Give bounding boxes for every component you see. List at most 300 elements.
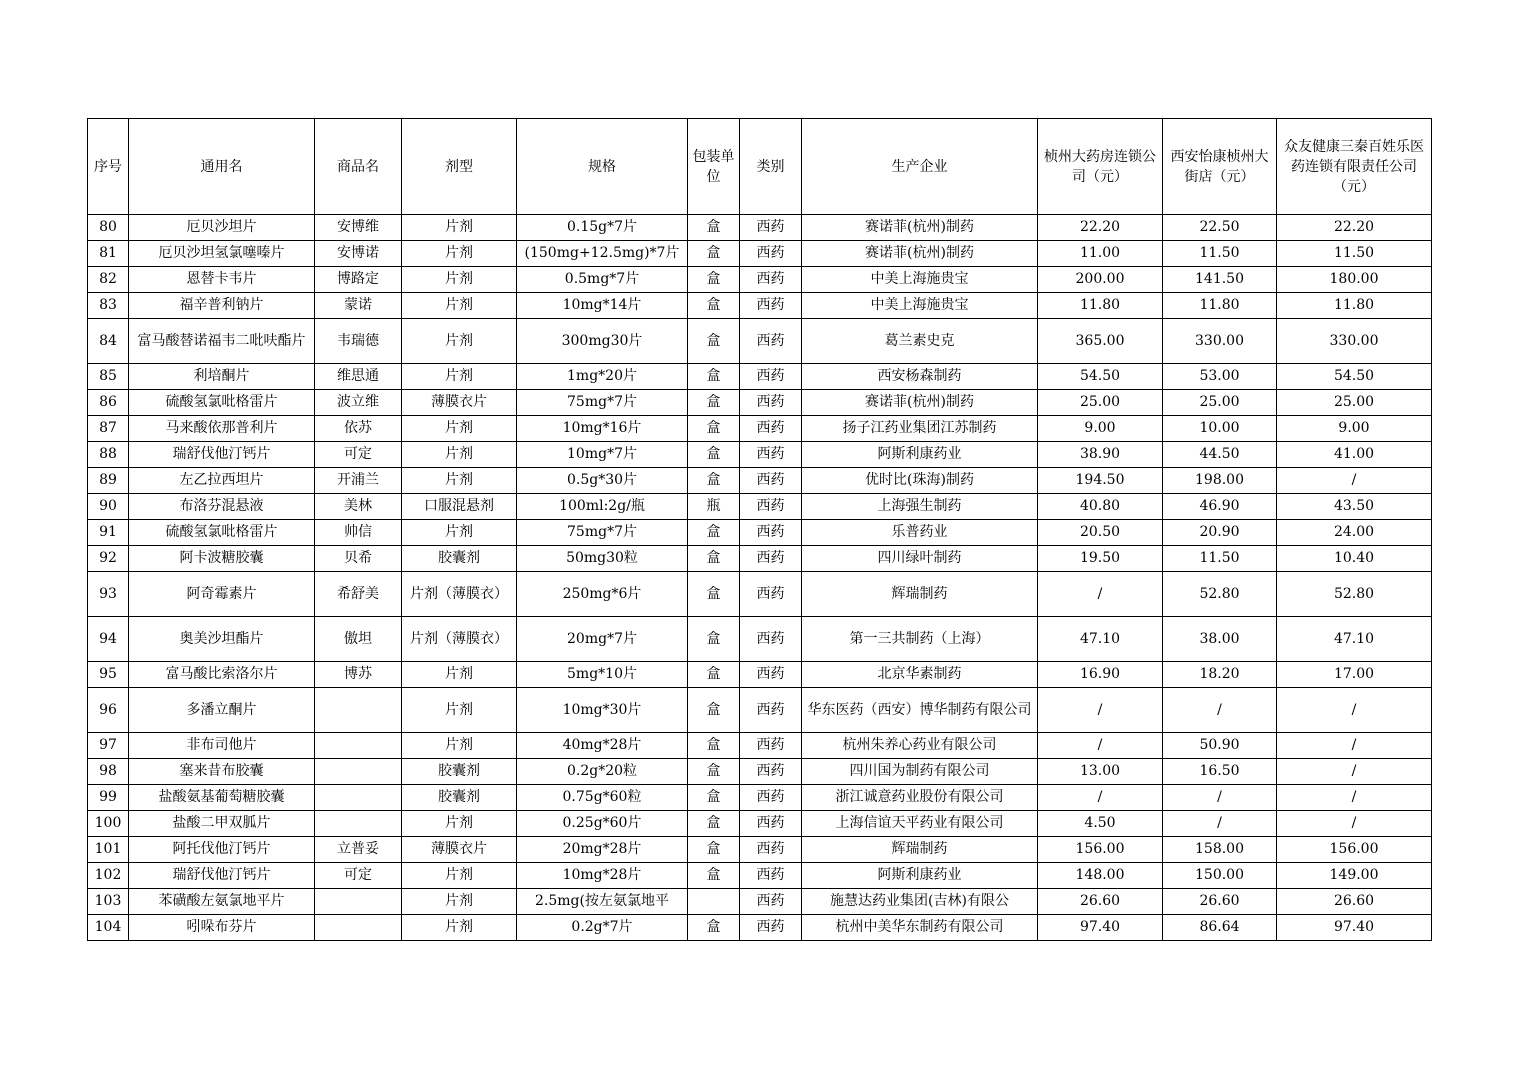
- table-row: [88, 617, 1432, 662]
- cell-seq: 90: [88, 494, 129, 520]
- cell-manufacturer: 乐普药业: [802, 520, 1038, 546]
- header-price-store-1: 桢州大药房连锁公司（元）: [1038, 119, 1163, 215]
- cell-dosage-form: 片剂: [402, 811, 517, 837]
- cell-brand-name: 开浦兰: [315, 468, 402, 494]
- cell-price-store-3: 330.00: [1277, 319, 1432, 364]
- cell-dosage-form: 片剂: [402, 364, 517, 390]
- cell-seq: 89: [88, 468, 129, 494]
- cell-price-store-1: 47.10: [1038, 617, 1163, 662]
- cell-spec: 0.2g*7片: [517, 915, 688, 941]
- cell-category: 西药: [740, 215, 802, 241]
- cell-pack-unit: 盒: [688, 759, 740, 785]
- table-row: [88, 889, 1432, 915]
- cell-generic-name: 多潘立酮片: [129, 688, 315, 733]
- cell-seq: 83: [88, 293, 129, 319]
- cell-category: 西药: [740, 241, 802, 267]
- cell-category: 西药: [740, 442, 802, 468]
- cell-price-store-3: 97.40: [1277, 915, 1432, 941]
- cell-seq: 81: [88, 241, 129, 267]
- cell-brand-name: 韦瑞德: [315, 319, 402, 364]
- header-generic-name: 通用名: [129, 119, 315, 215]
- cell-manufacturer: 葛兰素史克: [802, 319, 1038, 364]
- cell-seq: 82: [88, 267, 129, 293]
- cell-manufacturer: 施慧达药业集团(吉林)有限公: [802, 889, 1038, 915]
- cell-spec: 0.5g*30片: [517, 468, 688, 494]
- cell-price-store-2: 150.00: [1163, 863, 1277, 889]
- cell-dosage-form: 片剂: [402, 468, 517, 494]
- table-row: [88, 215, 1432, 241]
- cell-brand-name: [315, 688, 402, 733]
- table-row: [88, 267, 1432, 293]
- cell-brand-name: 立普妥: [315, 837, 402, 863]
- cell-category: 西药: [740, 617, 802, 662]
- table-row: [88, 811, 1432, 837]
- cell-manufacturer: 中美上海施贵宝: [802, 293, 1038, 319]
- cell-dosage-form: 片剂: [402, 416, 517, 442]
- cell-pack-unit: 盒: [688, 811, 740, 837]
- cell-price-store-1: 16.90: [1038, 662, 1163, 688]
- cell-price-store-1: 9.00: [1038, 416, 1163, 442]
- cell-brand-name: 博路定: [315, 267, 402, 293]
- cell-spec: 1mg*20片: [517, 364, 688, 390]
- cell-spec: 2.5mg(按左氨氯地平: [517, 889, 688, 915]
- cell-manufacturer: 第一三共制药（上海）: [802, 617, 1038, 662]
- cell-manufacturer: 浙江诚意药业股份有限公司: [802, 785, 1038, 811]
- cell-seq: 98: [88, 759, 129, 785]
- cell-spec: 5mg*10片: [517, 662, 688, 688]
- table-row: [88, 915, 1432, 941]
- header-pack-unit: 包装单位: [688, 119, 740, 215]
- cell-manufacturer: 上海强生制药: [802, 494, 1038, 520]
- cell-seq: 91: [88, 520, 129, 546]
- cell-brand-name: 安博维: [315, 215, 402, 241]
- cell-price-store-2: /: [1163, 785, 1277, 811]
- cell-pack-unit: 盒: [688, 267, 740, 293]
- cell-price-store-2: 18.20: [1163, 662, 1277, 688]
- cell-category: 西药: [740, 390, 802, 416]
- cell-dosage-form: 片剂: [402, 442, 517, 468]
- cell-manufacturer: 北京华素制药: [802, 662, 1038, 688]
- cell-manufacturer: 上海信谊天平药业有限公司: [802, 811, 1038, 837]
- cell-pack-unit: 盒: [688, 688, 740, 733]
- cell-category: 西药: [740, 319, 802, 364]
- cell-pack-unit: 盒: [688, 785, 740, 811]
- cell-pack-unit: 盒: [688, 364, 740, 390]
- cell-price-store-2: 25.00: [1163, 390, 1277, 416]
- cell-brand-name: 帅信: [315, 520, 402, 546]
- table-row: [88, 863, 1432, 889]
- cell-seq: 84: [88, 319, 129, 364]
- table-row: [88, 468, 1432, 494]
- cell-dosage-form: 片剂: [402, 889, 517, 915]
- cell-category: 西药: [740, 915, 802, 941]
- cell-dosage-form: 胶囊剂: [402, 785, 517, 811]
- cell-spec: 300mg30片: [517, 319, 688, 364]
- header-brand-name: 商品名: [315, 119, 402, 215]
- cell-price-store-2: 11.50: [1163, 241, 1277, 267]
- cell-price-store-1: 25.00: [1038, 390, 1163, 416]
- table-row: [88, 520, 1432, 546]
- cell-pack-unit: 盒: [688, 319, 740, 364]
- cell-price-store-3: /: [1277, 733, 1432, 759]
- cell-pack-unit: 盒: [688, 662, 740, 688]
- cell-price-store-3: 26.60: [1277, 889, 1432, 915]
- cell-pack-unit: 盒: [688, 572, 740, 617]
- cell-price-store-3: 24.00: [1277, 520, 1432, 546]
- cell-manufacturer: 杭州中美华东制药有限公司: [802, 915, 1038, 941]
- cell-price-store-2: 26.60: [1163, 889, 1277, 915]
- table-row: [88, 494, 1432, 520]
- header-price-store-3: 众友健康三秦百姓乐医药连锁有限责任公司（元）: [1277, 119, 1432, 215]
- cell-seq: 96: [88, 688, 129, 733]
- cell-price-store-2: 38.00: [1163, 617, 1277, 662]
- cell-brand-name: [315, 785, 402, 811]
- cell-generic-name: 硫酸氢氯吡格雷片: [129, 520, 315, 546]
- cell-category: 西药: [740, 889, 802, 915]
- cell-price-store-3: 47.10: [1277, 617, 1432, 662]
- cell-spec: 40mg*28片: [517, 733, 688, 759]
- cell-category: 西药: [740, 785, 802, 811]
- cell-dosage-form: 片剂: [402, 915, 517, 941]
- cell-price-store-2: 20.90: [1163, 520, 1277, 546]
- cell-price-store-3: 43.50: [1277, 494, 1432, 520]
- cell-generic-name: 塞来昔布胶囊: [129, 759, 315, 785]
- cell-price-store-2: 50.90: [1163, 733, 1277, 759]
- table-row: [88, 364, 1432, 390]
- cell-price-store-2: 11.80: [1163, 293, 1277, 319]
- header-spec: 规格: [517, 119, 688, 215]
- cell-category: 西药: [740, 572, 802, 617]
- cell-category: 西药: [740, 863, 802, 889]
- cell-spec: 0.15g*7片: [517, 215, 688, 241]
- cell-spec: 75mg*7片: [517, 390, 688, 416]
- cell-brand-name: 维思通: [315, 364, 402, 390]
- cell-price-store-3: 17.00: [1277, 662, 1432, 688]
- cell-price-store-1: /: [1038, 785, 1163, 811]
- cell-price-store-3: /: [1277, 811, 1432, 837]
- cell-price-store-2: 330.00: [1163, 319, 1277, 364]
- cell-category: 西药: [740, 837, 802, 863]
- table-row: [88, 785, 1432, 811]
- cell-brand-name: 贝希: [315, 546, 402, 572]
- cell-category: 西药: [740, 546, 802, 572]
- cell-price-store-2: /: [1163, 811, 1277, 837]
- cell-generic-name: 厄贝沙坦片: [129, 215, 315, 241]
- cell-seq: 100: [88, 811, 129, 837]
- cell-category: 西药: [740, 688, 802, 733]
- cell-manufacturer: 辉瑞制药: [802, 572, 1038, 617]
- cell-category: 西药: [740, 520, 802, 546]
- cell-price-store-2: 53.00: [1163, 364, 1277, 390]
- cell-pack-unit: 盒: [688, 837, 740, 863]
- cell-price-store-3: 9.00: [1277, 416, 1432, 442]
- cell-spec: 0.5mg*7片: [517, 267, 688, 293]
- cell-generic-name: 富马酸比索洛尔片: [129, 662, 315, 688]
- cell-price-store-1: 54.50: [1038, 364, 1163, 390]
- cell-seq: 87: [88, 416, 129, 442]
- table-row: [88, 546, 1432, 572]
- cell-seq: 86: [88, 390, 129, 416]
- cell-dosage-form: 薄膜衣片: [402, 390, 517, 416]
- cell-brand-name: 希舒美: [315, 572, 402, 617]
- cell-category: 西药: [740, 416, 802, 442]
- cell-spec: 0.25g*60片: [517, 811, 688, 837]
- cell-pack-unit: 瓶: [688, 494, 740, 520]
- cell-seq: 92: [88, 546, 129, 572]
- cell-spec: 50mg30粒: [517, 546, 688, 572]
- cell-price-store-1: 194.50: [1038, 468, 1163, 494]
- cell-generic-name: 盐酸二甲双胍片: [129, 811, 315, 837]
- cell-pack-unit: 盒: [688, 915, 740, 941]
- cell-dosage-form: 片剂: [402, 733, 517, 759]
- cell-spec: 20mg*7片: [517, 617, 688, 662]
- cell-generic-name: 阿托伐他汀钙片: [129, 837, 315, 863]
- cell-brand-name: [315, 889, 402, 915]
- table-row: [88, 241, 1432, 267]
- table-row: [88, 319, 1432, 364]
- table-row: [88, 293, 1432, 319]
- cell-manufacturer: 杭州朱养心药业有限公司: [802, 733, 1038, 759]
- cell-manufacturer: 四川国为制药有限公司: [802, 759, 1038, 785]
- cell-dosage-form: 片剂: [402, 319, 517, 364]
- cell-brand-name: 安博诺: [315, 241, 402, 267]
- cell-price-store-3: 10.40: [1277, 546, 1432, 572]
- cell-price-store-3: 22.20: [1277, 215, 1432, 241]
- cell-spec: 10mg*28片: [517, 863, 688, 889]
- cell-dosage-form: 片剂（薄膜衣）: [402, 572, 517, 617]
- cell-pack-unit: 盒: [688, 468, 740, 494]
- cell-price-store-1: 365.00: [1038, 319, 1163, 364]
- cell-dosage-form: 片剂（薄膜衣）: [402, 617, 517, 662]
- cell-category: 西药: [740, 364, 802, 390]
- cell-price-store-3: /: [1277, 785, 1432, 811]
- table-row: [88, 688, 1432, 733]
- cell-seq: 103: [88, 889, 129, 915]
- cell-price-store-1: 200.00: [1038, 267, 1163, 293]
- cell-brand-name: 波立维: [315, 390, 402, 416]
- cell-pack-unit: 盒: [688, 442, 740, 468]
- cell-generic-name: 阿奇霉素片: [129, 572, 315, 617]
- cell-spec: 20mg*28片: [517, 837, 688, 863]
- cell-price-store-3: 54.50: [1277, 364, 1432, 390]
- cell-brand-name: 可定: [315, 863, 402, 889]
- cell-price-store-2: 22.50: [1163, 215, 1277, 241]
- cell-brand-name: [315, 759, 402, 785]
- cell-price-store-1: 13.00: [1038, 759, 1163, 785]
- cell-manufacturer: 优时比(珠海)制药: [802, 468, 1038, 494]
- cell-manufacturer: 扬子江药业集团江苏制药: [802, 416, 1038, 442]
- cell-price-store-1: 148.00: [1038, 863, 1163, 889]
- cell-price-store-1: 40.80: [1038, 494, 1163, 520]
- cell-dosage-form: 片剂: [402, 267, 517, 293]
- cell-seq: 94: [88, 617, 129, 662]
- cell-generic-name: 硫酸氢氯吡格雷片: [129, 390, 315, 416]
- cell-price-store-1: 156.00: [1038, 837, 1163, 863]
- cell-seq: 88: [88, 442, 129, 468]
- cell-price-store-3: /: [1277, 468, 1432, 494]
- cell-manufacturer: 中美上海施贵宝: [802, 267, 1038, 293]
- table-row: [88, 837, 1432, 863]
- cell-generic-name: 厄贝沙坦氢氯噻嗪片: [129, 241, 315, 267]
- cell-pack-unit: 盒: [688, 863, 740, 889]
- cell-price-store-1: 11.80: [1038, 293, 1163, 319]
- cell-spec: 100ml:2g/瓶: [517, 494, 688, 520]
- cell-generic-name: 非布司他片: [129, 733, 315, 759]
- cell-price-store-3: 11.50: [1277, 241, 1432, 267]
- cell-pack-unit: 盒: [688, 293, 740, 319]
- cell-price-store-2: /: [1163, 688, 1277, 733]
- cell-spec: 0.75g*60粒: [517, 785, 688, 811]
- cell-dosage-form: 片剂: [402, 662, 517, 688]
- cell-spec: 75mg*7片: [517, 520, 688, 546]
- cell-pack-unit: 盒: [688, 416, 740, 442]
- cell-generic-name: 奥美沙坦酯片: [129, 617, 315, 662]
- cell-spec: 10mg*30片: [517, 688, 688, 733]
- cell-generic-name: 吲哚布芬片: [129, 915, 315, 941]
- cell-pack-unit: 盒: [688, 520, 740, 546]
- cell-price-store-1: 38.90: [1038, 442, 1163, 468]
- cell-price-store-3: /: [1277, 759, 1432, 785]
- cell-generic-name: 马来酸依那普利片: [129, 416, 315, 442]
- cell-generic-name: 瑞舒伐他汀钙片: [129, 442, 315, 468]
- cell-generic-name: 布洛芬混悬液: [129, 494, 315, 520]
- cell-price-store-2: 16.50: [1163, 759, 1277, 785]
- cell-seq: 80: [88, 215, 129, 241]
- header-seq: 序号: [88, 119, 129, 215]
- cell-category: 西药: [740, 811, 802, 837]
- cell-price-store-2: 86.64: [1163, 915, 1277, 941]
- table-row: [88, 416, 1432, 442]
- cell-brand-name: [315, 733, 402, 759]
- table-row: [88, 759, 1432, 785]
- cell-price-store-1: /: [1038, 733, 1163, 759]
- cell-brand-name: 依苏: [315, 416, 402, 442]
- cell-category: 西药: [740, 733, 802, 759]
- cell-dosage-form: 片剂: [402, 520, 517, 546]
- cell-dosage-form: 片剂: [402, 241, 517, 267]
- cell-manufacturer: 四川绿叶制药: [802, 546, 1038, 572]
- cell-pack-unit: 盒: [688, 617, 740, 662]
- cell-generic-name: 瑞舒伐他汀钙片: [129, 863, 315, 889]
- cell-brand-name: 蒙诺: [315, 293, 402, 319]
- cell-price-store-1: 22.20: [1038, 215, 1163, 241]
- table-body: [88, 215, 1432, 941]
- cell-pack-unit: 盒: [688, 733, 740, 759]
- cell-price-store-2: 11.50: [1163, 546, 1277, 572]
- cell-price-store-3: 11.80: [1277, 293, 1432, 319]
- cell-category: 西药: [740, 759, 802, 785]
- cell-brand-name: 傲坦: [315, 617, 402, 662]
- cell-price-store-3: 149.00: [1277, 863, 1432, 889]
- cell-pack-unit: [688, 889, 740, 915]
- cell-spec: 10mg*7片: [517, 442, 688, 468]
- cell-price-store-2: 141.50: [1163, 267, 1277, 293]
- cell-brand-name: [315, 811, 402, 837]
- cell-seq: 95: [88, 662, 129, 688]
- cell-seq: 99: [88, 785, 129, 811]
- cell-manufacturer: 赛诺菲(杭州)制药: [802, 390, 1038, 416]
- cell-seq: 85: [88, 364, 129, 390]
- cell-pack-unit: 盒: [688, 215, 740, 241]
- cell-price-store-2: 158.00: [1163, 837, 1277, 863]
- cell-manufacturer: 辉瑞制药: [802, 837, 1038, 863]
- cell-price-store-1: /: [1038, 572, 1163, 617]
- cell-dosage-form: 口服混悬剂: [402, 494, 517, 520]
- cell-price-store-1: 11.00: [1038, 241, 1163, 267]
- cell-manufacturer: 阿斯利康药业: [802, 442, 1038, 468]
- cell-generic-name: 富马酸替诺福韦二吡呋酯片: [129, 319, 315, 364]
- cell-price-store-2: 52.80: [1163, 572, 1277, 617]
- cell-pack-unit: 盒: [688, 241, 740, 267]
- cell-generic-name: 左乙拉西坦片: [129, 468, 315, 494]
- cell-dosage-form: 胶囊剂: [402, 759, 517, 785]
- table-row: [88, 733, 1432, 759]
- cell-brand-name: 可定: [315, 442, 402, 468]
- table-row: [88, 390, 1432, 416]
- cell-spec: (150mg+12.5mg)*7片: [517, 241, 688, 267]
- cell-price-store-1: 20.50: [1038, 520, 1163, 546]
- cell-category: 西药: [740, 267, 802, 293]
- cell-price-store-1: 19.50: [1038, 546, 1163, 572]
- cell-seq: 102: [88, 863, 129, 889]
- cell-manufacturer: 华东医药（西安）博华制药有限公司: [802, 688, 1038, 733]
- cell-dosage-form: 片剂: [402, 293, 517, 319]
- cell-generic-name: 福辛普利钠片: [129, 293, 315, 319]
- cell-seq: 93: [88, 572, 129, 617]
- cell-dosage-form: 片剂: [402, 863, 517, 889]
- table-row: [88, 662, 1432, 688]
- cell-dosage-form: 薄膜衣片: [402, 837, 517, 863]
- cell-price-store-3: 156.00: [1277, 837, 1432, 863]
- cell-price-store-3: 180.00: [1277, 267, 1432, 293]
- cell-spec: 10mg*14片: [517, 293, 688, 319]
- cell-brand-name: 美林: [315, 494, 402, 520]
- table-row: [88, 572, 1432, 617]
- cell-manufacturer: 阿斯利康药业: [802, 863, 1038, 889]
- cell-price-store-3: 41.00: [1277, 442, 1432, 468]
- cell-category: 西药: [740, 293, 802, 319]
- cell-price-store-2: 46.90: [1163, 494, 1277, 520]
- cell-price-store-2: 44.50: [1163, 442, 1277, 468]
- cell-brand-name: [315, 915, 402, 941]
- header-row: [88, 119, 1432, 215]
- cell-generic-name: 苯磺酸左氨氯地平片: [129, 889, 315, 915]
- cell-brand-name: 博苏: [315, 662, 402, 688]
- cell-seq: 101: [88, 837, 129, 863]
- cell-dosage-form: 片剂: [402, 215, 517, 241]
- cell-price-store-2: 10.00: [1163, 416, 1277, 442]
- cell-manufacturer: 赛诺菲(杭州)制药: [802, 241, 1038, 267]
- cell-dosage-form: 胶囊剂: [402, 546, 517, 572]
- cell-price-store-1: 97.40: [1038, 915, 1163, 941]
- cell-generic-name: 阿卡波糖胶囊: [129, 546, 315, 572]
- cell-pack-unit: 盒: [688, 390, 740, 416]
- cell-price-store-2: 198.00: [1163, 468, 1277, 494]
- cell-category: 西药: [740, 468, 802, 494]
- header-dosage-form: 剂型: [402, 119, 517, 215]
- cell-generic-name: 盐酸氨基葡萄糖胶囊: [129, 785, 315, 811]
- cell-spec: 10mg*16片: [517, 416, 688, 442]
- cell-category: 西药: [740, 662, 802, 688]
- cell-price-store-1: /: [1038, 688, 1163, 733]
- cell-generic-name: 恩替卡韦片: [129, 267, 315, 293]
- table-row: [88, 442, 1432, 468]
- header-price-store-2: 西安怡康桢州大街店（元）: [1163, 119, 1277, 215]
- cell-category: 西药: [740, 494, 802, 520]
- cell-price-store-1: 4.50: [1038, 811, 1163, 837]
- cell-seq: 97: [88, 733, 129, 759]
- cell-price-store-3: 52.80: [1277, 572, 1432, 617]
